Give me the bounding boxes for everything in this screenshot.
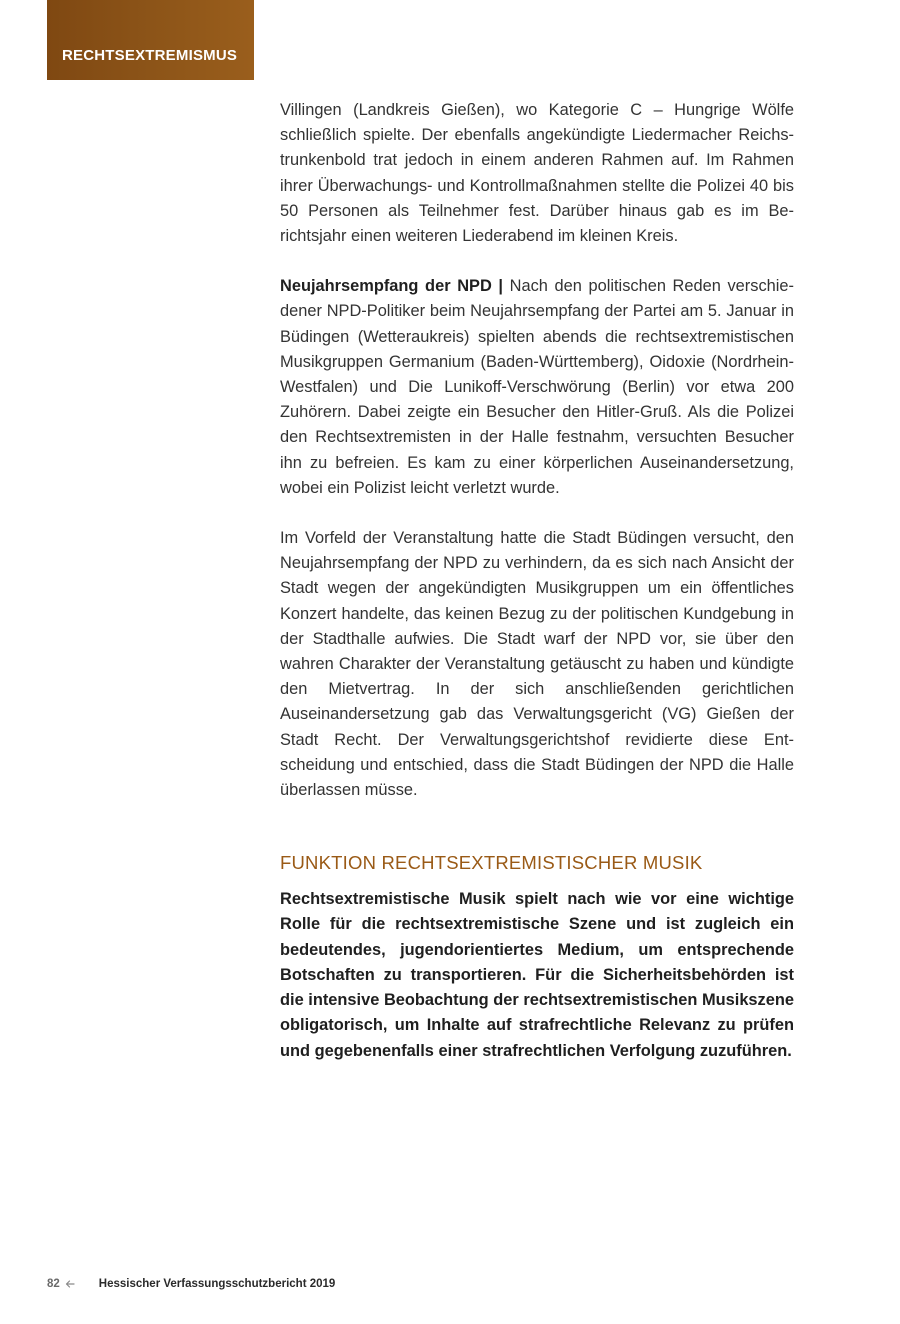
paragraph-1: Villingen (Landkreis Gießen), wo Kategorie C – Hungrige Wölfe schließlich spielte. Der ebenfalls angekündigte Liedermacher Reichstrunkenbold trat jedoch in einem anderen Rahmen auf. Im Rahmen ihrer Überwachungs- und Kontrollmaßnahmen stellte die Polizei 40 bis 50 Personen als Teilnehmer fest. Darüber hinaus gab es im Berichtsjahr einen weiteren Liederabend im kleinen Kreis. [280, 101, 794, 246]
paragraph-2 [280, 274, 794, 501]
paragraph-2-lead: Neujahrsempfang der NPD | [280, 277, 504, 296]
arrow-left-icon [65, 1279, 75, 1289]
page-number: 82 [47, 1278, 60, 1290]
paragraph-2-text: Nach den politischen Reden verschiedener NPD-Politiker beim Neujahrsempfang der Partei am 5. Januar in Büdingen (Wetteraukreis) spielten abends die rechtsextremistischen Musikgruppen Germanium (Baden-Württemberg), Oidoxie (Nordrhein-Westfalen) und Die Lunikoff-Verschwörung (Berlin) vor etwa 200 Zuhörern. Dabei zeigte ein Besucher den Hitler-Gruß. Als die Polizei den Rechtsextremisten in der Halle festnahm, versuchten Besucher ihn zu befreien. Es kam zu einer körperlichen Auseinandersetzung, wobei ein Polizist leicht verletzt wurde. [280, 277, 794, 497]
paragraph-3: Im Vorfeld der Veranstaltung hatte die Stadt Büdingen versucht, den Neujahrsempfang der NPD zu verhindern, da es sich nach Ansicht der Stadt wegen der angekündigten Musikgruppen um ein öffentliches Konzert handelte, das keinen Bezug zu der politischen Kundgebung in der Stadthalle aufwies. Die Stadt warf der NPD vor, sie über den wahren Charakter der Veranstaltung getäuscht zu haben und kündigte den Mietvertrag. In der sich anschließenden gerichtlichen Auseinandersetzung gab das Verwaltungsgericht (VG) Gießen der Stadt Recht. Der Verwaltungsgerichtshof revidierte diese Entscheidung und entschied, dass die Stadt Büdingen der NPD die Halle überlassen müsse. [280, 529, 794, 800]
section-intro: Rechtsextremistische Musik spielt nach wie vor eine wichtige Rolle für die rechtsextremistische Szene und ist zugleich ein bedeutendes, jugendorientiertes Medium, um entsprechende Botschaften zu transportieren. Für die Sicherheitsbehörden ist die intensive Beobachtung der rechtsextremistischen Musikszene obligatorisch, um Inhalte auf strafrechtliche Relevanz zu prüfen und gegebenenfalls einer strafrechtlichen Verfolgung zuzuführen. [280, 890, 794, 1060]
section-label: RECHTSEXTREMISMUS [62, 47, 238, 64]
page-footer [47, 1278, 335, 1290]
section-tab [47, 0, 254, 80]
section-heading: FUNKTION RECHTSEXTREMISTISCHER MUSIK [280, 852, 703, 874]
report-title: Hessischer Verfassungsschutzbericht 2019 [98, 1278, 336, 1290]
main-content [280, 98, 794, 1064]
